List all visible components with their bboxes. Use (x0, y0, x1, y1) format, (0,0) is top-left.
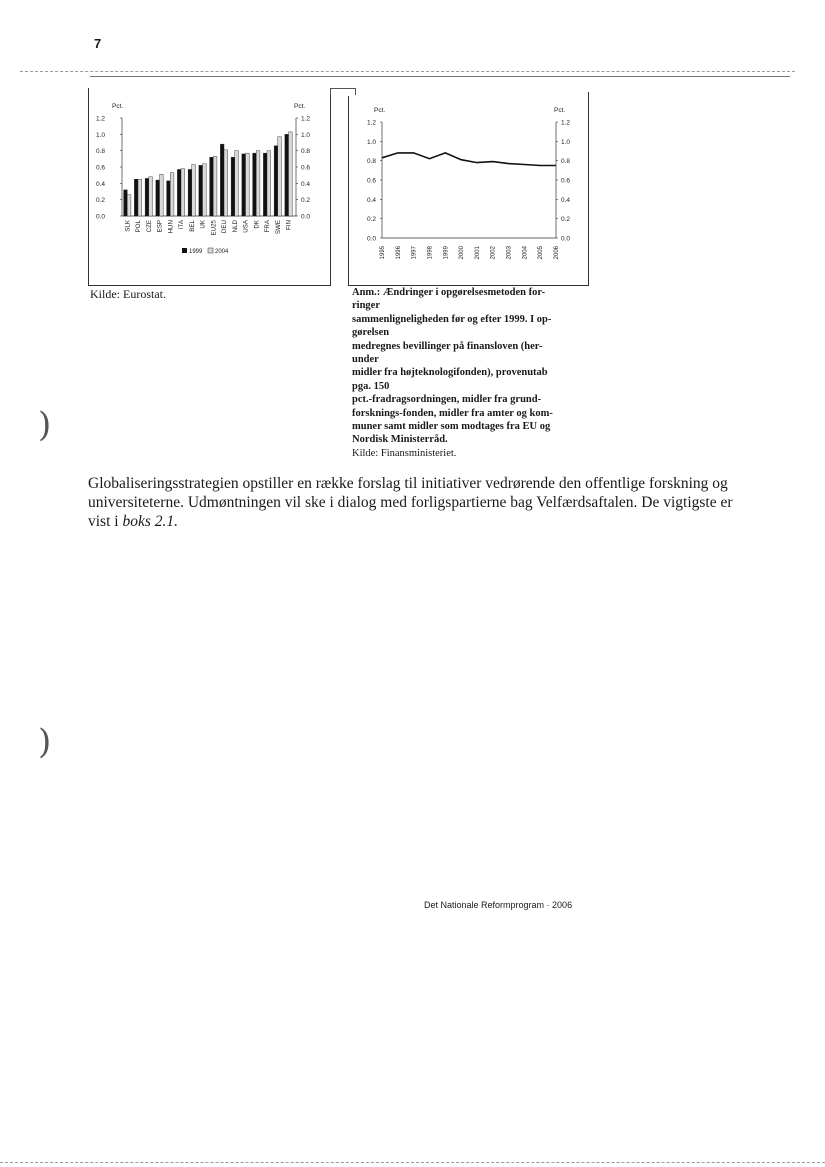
bar-chart-legend (182, 248, 229, 255)
note-line: forsknings-fonden, midler fra amter og kom- (352, 407, 553, 419)
bar-xtick-bel: BEL (188, 220, 196, 232)
left-chart-frame-left (88, 88, 89, 286)
bar-xtick-hun: HUN (167, 220, 175, 234)
bar-xtick-cze: CZE (145, 220, 153, 233)
bar-ytick-right: 1.2 (301, 115, 311, 123)
line-xtick-1995: 1995 (380, 246, 386, 260)
bottom-rule (0, 1162, 825, 1163)
line-ytick-right: 1.0 (561, 138, 571, 146)
note-line: medregnes bevillinger på finansloven (her- (352, 340, 543, 352)
bar-ytick-right: 0.4 (301, 180, 311, 188)
bar-2004-fra (267, 151, 271, 216)
margin-mark-1: ) (38, 405, 52, 445)
source-right: Kilde: Finansministeriet. (352, 447, 457, 459)
line-xtick-1999: 1999 (443, 246, 450, 260)
bar-2004-nld (235, 151, 239, 216)
bar-2004-eu25 (213, 156, 217, 216)
bar-1999-slk (124, 190, 128, 216)
bar-ytick-left: 0.2 (96, 197, 106, 205)
bar-xtick-eu25: EU25 (210, 220, 218, 236)
body-paragraph (88, 474, 758, 531)
bar-xtick-deu: DEU (221, 220, 229, 234)
bar-chart (92, 98, 328, 268)
bar-1999-dk (253, 153, 257, 216)
bar-1999-deu (220, 144, 224, 216)
bar-xtick-swe: SWE (274, 220, 282, 235)
header-rule (20, 71, 795, 72)
legend-label-2004: 2004 (215, 249, 229, 255)
page-number: 7 (94, 36, 102, 51)
line-ytick-right: 0.4 (561, 196, 571, 204)
line-ytick-right: 0.0 (561, 235, 571, 243)
bar-1999-fin (285, 134, 289, 216)
bar-1999-swe (274, 146, 278, 216)
bar-xtick-ita: ITA (178, 220, 186, 230)
line-ytick-left: 1.2 (367, 119, 377, 127)
note-line: Nordisk Ministerråd. (352, 434, 448, 446)
bar-xtick-fra: FRA (264, 220, 272, 233)
line-chart-ylabel-left: Pct. (374, 107, 386, 114)
chart-note (352, 286, 592, 460)
bar-2004-uk (203, 164, 207, 216)
margin-mark-2: ) (38, 722, 52, 762)
right-chart-frame-left (348, 96, 349, 286)
bar-2004-deu (224, 150, 228, 216)
bar-2004-swe (278, 137, 282, 216)
bar-2004-ita (181, 169, 185, 216)
line-chart (352, 100, 584, 270)
source-left: Kilde: Eurostat. (90, 287, 166, 301)
legend-swatch-2004 (208, 248, 213, 253)
bar-ytick-right: 0.8 (301, 148, 311, 156)
line-chart-ylabel-right: Pct. (554, 107, 566, 114)
legend-label-1999: 1999 (189, 249, 203, 255)
line-ytick-left: 0.4 (367, 196, 377, 204)
bar-ytick-left: 0.6 (96, 164, 106, 172)
bar-xtick-usa: USA (242, 220, 250, 233)
line-ytick-right: 0.8 (561, 158, 571, 166)
note-line: under (352, 354, 379, 366)
bar-1999-cze (145, 178, 149, 216)
line-xtick-1998: 1998 (427, 246, 434, 260)
bar-1999-esp (156, 180, 160, 216)
right-chart-frame-right (588, 92, 589, 286)
bar-1999-eu25 (210, 157, 214, 216)
line-xtick-1997: 1997 (411, 246, 418, 260)
bar-chart-ylabel-left: Pct. (112, 103, 124, 110)
bar-xtick-uk: UK (199, 220, 207, 229)
bar-2004-esp (160, 174, 164, 216)
bar-1999-ita (177, 169, 181, 216)
bar-1999-hun (167, 181, 171, 216)
line-ytick-left: 0.0 (367, 235, 377, 243)
bar-2004-pol (138, 179, 142, 216)
line-xtick-1996: 1996 (395, 246, 402, 260)
bar-2004-dk (256, 151, 260, 216)
note-line: sammenligneligheden før og efter 1999. I op- (352, 313, 552, 325)
bar-2004-bel (192, 165, 196, 216)
bar-ytick-right: 1.0 (301, 131, 311, 139)
left-chart-frame-bottom (88, 285, 331, 286)
bar-1999-nld (231, 157, 235, 216)
bar-1999-bel (188, 169, 192, 216)
paragraph-text: Globaliseringsstrategien opstiller en række forslag til initiativer vedrørende den offentlige forskning og universiteterne. Udmøntningen vil ske i dialog med forligspartierne bag Velfærdsaftalen. De vigtigste er vist i (88, 475, 733, 530)
line-ytick-right: 1.2 (561, 119, 571, 127)
box-reference: boks 2.1. (122, 513, 178, 530)
bar-1999-pol (134, 179, 138, 216)
note-line: ringer (352, 300, 380, 312)
line-xtick-2000: 2000 (459, 246, 466, 260)
bar-2004-hun (170, 173, 174, 216)
footer: Det Nationale Reformprogram · 2006 (424, 900, 573, 910)
bar-xtick-nld: NLD (231, 220, 239, 233)
note-line: Anm.: Ændringer i opgørelsesmetoden for- (352, 287, 546, 298)
note-line: gørelsen (352, 327, 390, 339)
bar-xtick-pol: POL (135, 220, 143, 233)
note-line: midler fra højteknologifonden), provenutab (352, 367, 548, 379)
bar-xtick-esp: ESP (156, 220, 164, 233)
line-xtick-2001: 2001 (474, 246, 481, 260)
line-series (382, 153, 556, 166)
line-xtick-2006: 2006 (554, 246, 560, 260)
bar-ytick-left: 1.2 (96, 115, 106, 123)
bar-chart-ylabel-right: Pct. (294, 103, 306, 110)
note-line: pga. 150 (352, 380, 390, 392)
bar-ytick-left: 0.8 (96, 148, 106, 156)
line-ytick-right: 0.2 (561, 216, 571, 224)
bar-2004-usa (246, 153, 250, 216)
line-xtick-2002: 2002 (490, 246, 497, 260)
line-ytick-left: 0.2 (367, 216, 377, 224)
bar-xtick-dk: DK (253, 220, 261, 229)
bar-ytick-left: 0.0 (96, 213, 106, 221)
tab-marker (330, 88, 356, 95)
bar-1999-usa (242, 154, 246, 216)
bar-2004-slk (127, 195, 131, 216)
line-xtick-2004: 2004 (522, 246, 529, 260)
line-ytick-left: 1.0 (367, 138, 377, 146)
bar-ytick-right: 0.2 (301, 197, 311, 205)
bar-ytick-left: 0.4 (96, 180, 106, 188)
line-ytick-right: 0.6 (561, 177, 571, 185)
line-ytick-left: 0.6 (367, 177, 377, 185)
note-line: pct.-fradragsordningen, midler fra grund- (352, 394, 542, 406)
line-ytick-left: 0.8 (367, 158, 377, 166)
bar-1999-uk (199, 165, 203, 216)
bar-ytick-right: 0.0 (301, 213, 311, 221)
header-rule-solid (90, 76, 790, 77)
bar-2004-fin (289, 132, 293, 216)
bar-ytick-left: 1.0 (96, 131, 106, 139)
bar-ytick-right: 0.6 (301, 164, 311, 172)
line-xtick-2003: 2003 (506, 246, 513, 260)
bar-1999-fra (263, 153, 267, 216)
bar-xtick-fin: FIN (285, 220, 293, 230)
line-xtick-2005: 2005 (538, 246, 545, 260)
bar-xtick-slk: SLK (124, 220, 132, 232)
legend-swatch-1999 (182, 248, 187, 253)
note-line: muner samt midler som modtages fra EU og (352, 421, 551, 433)
bar-2004-cze (149, 177, 153, 216)
left-chart-frame-right (330, 88, 331, 286)
